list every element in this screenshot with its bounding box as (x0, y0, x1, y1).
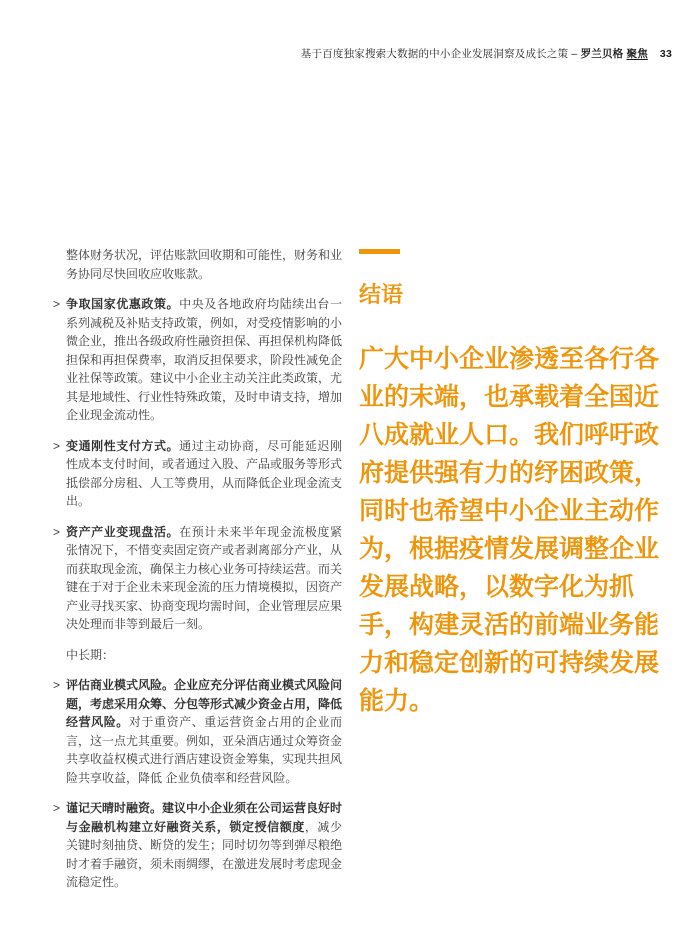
bullet-body: 通过主动协商，尽可能延迟刚性成本支付时间，或者通过入股、产品或服务等形式抵偿部分房租、人工等费用，从而降低企业现金流支出。 (66, 438, 343, 508)
bullet-lead: 谨记天晴时融资。建议中小企业须在公司运营良好时与金融机构建立好融资关系，锁定授信额度 (66, 801, 343, 834)
bullet-item (53, 676, 343, 787)
bullet-lead: 争取国家优惠政策。 (66, 297, 180, 311)
bullet-marker-icon: > (53, 438, 61, 453)
page-header (0, 46, 672, 61)
conclusion-section (359, 249, 664, 720)
bullet-marker-icon: > (53, 297, 61, 311)
left-column (53, 246, 342, 904)
section-divider-dash (359, 249, 400, 254)
bullet-item (53, 523, 343, 634)
mid-term-label: 中长期： (66, 647, 115, 662)
page-number: 33 (659, 48, 672, 60)
bullet-lead: 变通刚性支付方式。 (66, 438, 180, 453)
bullet-body: ，减少关键时刻抽贷、断贷的发生；同时切勿等到弹尽粮绝时才着手融资，须未雨绸缪，在激进发展时考虑现金流稳定性。 (66, 819, 343, 889)
bullet-body: 在预计未来半年现金流极度紧张情况下，不惜变卖固定资产或者剥离部分产业，从而获取现金流，确保主力核心业务可持续运营。而关键在于对于企业未来现金流的压力情境模拟，因资产产业寻找买家、协商变现均需时间，企业管理层应果决处理而非等到最后一刻。 (66, 524, 343, 631)
bullet-lead: 资产产业变现盘活。 (66, 524, 180, 539)
header-brand: 罗兰贝格 (580, 48, 624, 60)
bullet-body: 对于重资产、重运营资金占用的企业而言，这一点尤其重要。例如，亚朵酒店通过众筹资金共享收益权模式进行酒店建设资金筹集，实现共担风险共享收益，降低 企业负债率和经营风险。 (66, 715, 343, 785)
bullet-lead: 评估商业模式风险。企业应充分评估商业模式风险问题，考虑采用众筹、分包等形式减少资金占用，降低经营风险。 (66, 678, 343, 729)
bullet-item (53, 295, 343, 425)
header-title: 基于百度独家搜索大数据的中小企业发展洞察及成长之策 – (300, 48, 581, 60)
conclusion-body: 广大中小企业渗透至各行各业的末端，也承载着全国近八成就业人口。我们呼吁政府提供强有力的纾困政策，同时也希望中小企业主动作为，根据疫情发展调整企业发展战略，以数字化为抓手，构建灵活的前端业务能力和稳定创新的可持续发展能力。 (359, 345, 660, 715)
bullet-item (53, 799, 343, 892)
bullet-marker-icon: > (53, 678, 61, 692)
intro-paragraph: 整体财务状况，评估账款回收期和可能性，财务和业务协同尽快回收应收账款。 (66, 248, 343, 281)
bullet-item (53, 437, 343, 511)
bullet-marker-icon: > (53, 524, 61, 539)
bullet-body: 中央及各地政府均陆续出台一系列减税及补贴支持政策，例如，对受疫情影响的小微企业，推出各级政府性融资担保、再担保机构降低担保和再担保费率，取消反担保要求，阶段性减免企业社保等政策。建议中小企业主动关注此类政策，尤其是地域性、行业性特殊政策，及时申请支持，增加企业现金流动性。 (66, 297, 343, 422)
header-brand-suffix: 聚焦 (626, 48, 648, 60)
bullet-marker-icon: > (53, 801, 61, 815)
conclusion-heading: 结语 (359, 282, 404, 307)
